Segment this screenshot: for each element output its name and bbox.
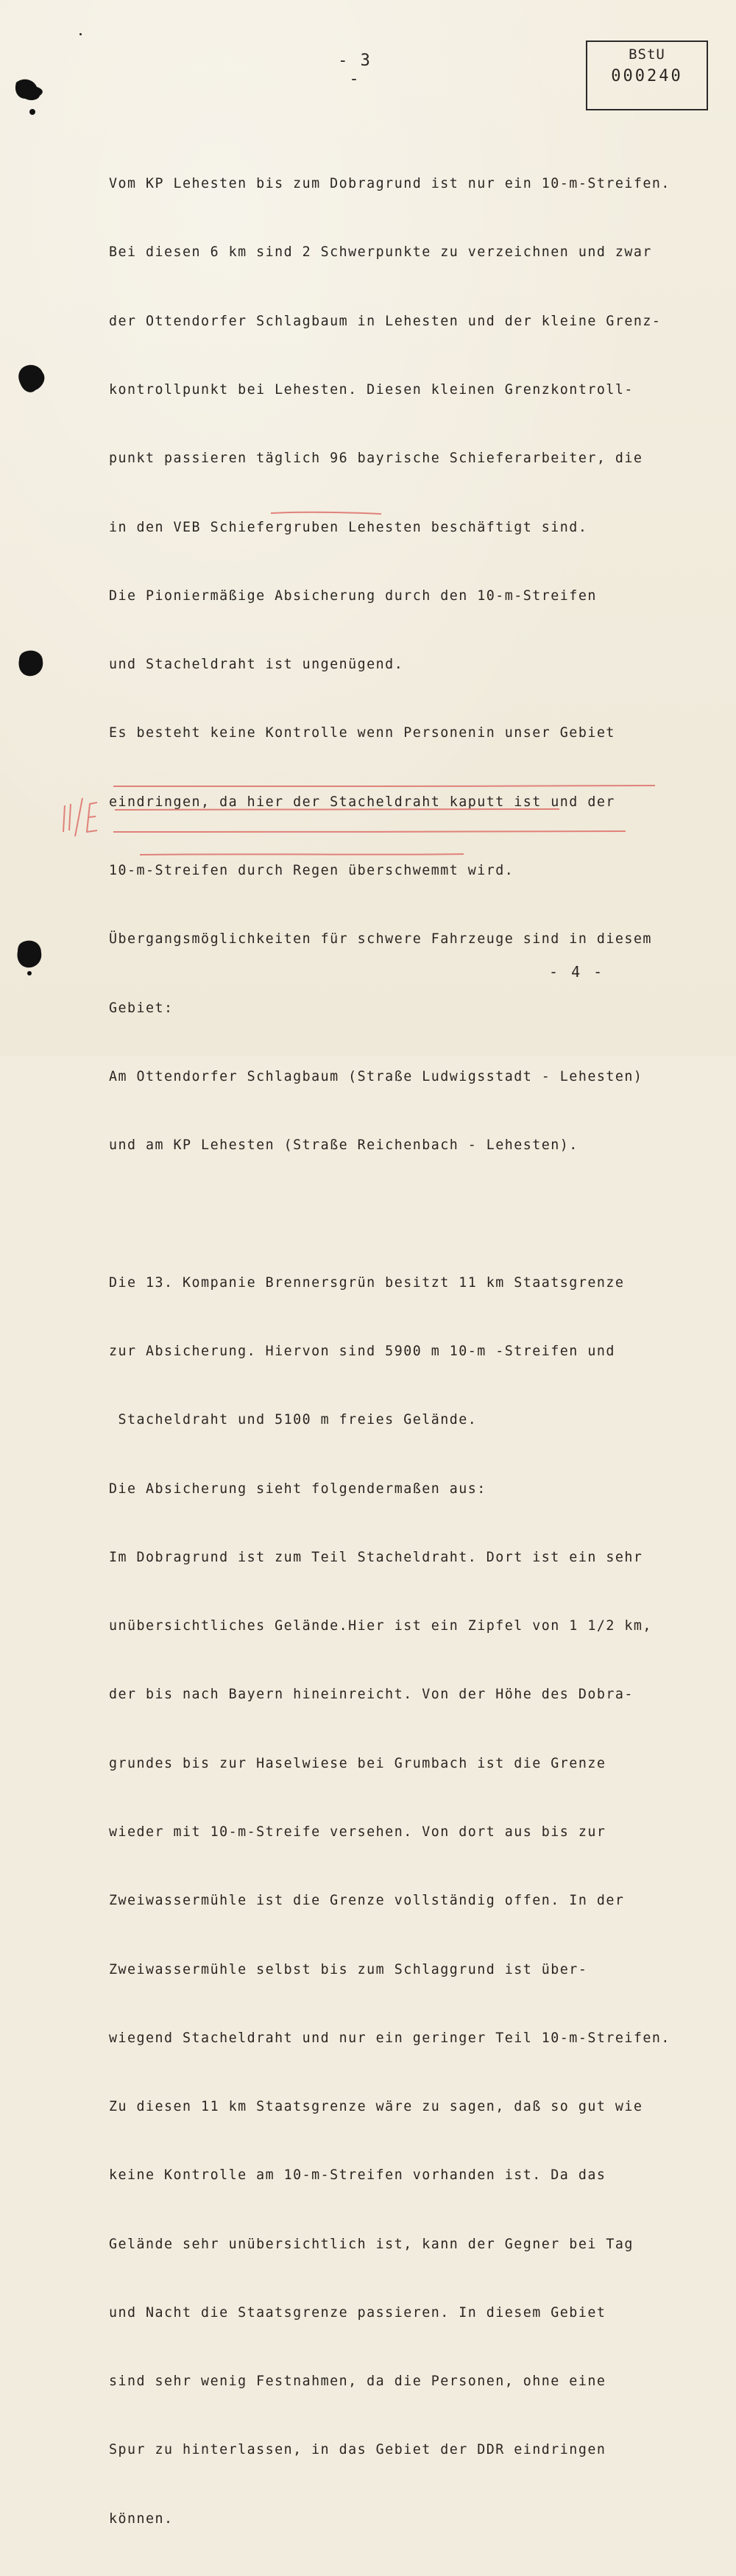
- text-line: zur Absicherung. Hiervon sind 5900 m 10-m -Streifen und: [109, 1343, 615, 1359]
- text-line: Übergangsmöglichkeiten für schwere Fahrzeuge sind in diesem: [109, 931, 652, 948]
- text-line: und Nacht die Staatsgrenze passieren. In diesem Gebiet: [109, 2304, 606, 2321]
- text-line: Vom KP Lehesten bis zum Dobragrund ist nur ein 10-m-Streifen.: [109, 176, 670, 192]
- text-line: sind sehr wenig Festnahmen, da die Personen, ohne eine: [109, 2374, 606, 2390]
- text-line: wiegend Stacheldraht und nur ein geringer Teil 10-m-Streifen.: [109, 2030, 670, 2046]
- text-line: in den VEB Schiefergruben Lehesten beschäftigt sind.: [109, 519, 588, 535]
- text-line: eindringen, da hier der Stacheldraht kaputt ist und der: [109, 794, 615, 810]
- punch-hole-icon: [16, 648, 49, 682]
- speck: [79, 33, 82, 35]
- text-line: grundes bis zur Haselwiese bei Grumbach ist die Grenze: [109, 1755, 606, 1771]
- text-line: unübersichtliches Gelände.Hier ist ein Zipfel von 1 1/2 km,: [109, 1618, 652, 1634]
- punch-hole-icon: [9, 74, 53, 118]
- body-text: [109, 127, 698, 2576]
- text-line: keine Kontrolle am 10-m-Streifen vorhanden ist. Da das: [109, 2167, 606, 2184]
- text-line: und Stacheldraht ist ungenügend.: [109, 657, 404, 673]
- text-line: Zweiwassermühle ist die Grenze vollständig offen. In der: [109, 1893, 625, 1909]
- margin-annotation-mark: [59, 795, 110, 839]
- text-line: Spur zu hinterlassen, in das Gebiet der DDR eindringen: [109, 2442, 606, 2458]
- text-line: und am KP Lehesten (Straße Reichenbach - Lehesten).: [109, 1137, 578, 1154]
- text-line: der bis nach Bayern hineinreicht. Von der Höhe des Dobra-: [109, 1687, 634, 1703]
- text-line: Es besteht keine Kontrolle wenn Personenin unser Gebiet: [109, 725, 615, 741]
- punch-hole-icon: [13, 936, 50, 978]
- text-line: der Ottendorfer Schlagbaum in Lehesten und der kleine Grenz-: [109, 313, 662, 329]
- text-line: Im Dobragrund ist zum Teil Stacheldraht. Dort ist ein sehr: [109, 1549, 643, 1565]
- text-line: kontrollpunkt bei Lehesten. Diesen kleinen Grenzkontroll-: [109, 382, 634, 398]
- page-number-bottom: - 4 -: [549, 963, 605, 981]
- red-underline-marks: [110, 497, 699, 865]
- text-line: können.: [109, 2510, 174, 2527]
- paragraph-gap: [109, 1202, 698, 1225]
- text-line: Die Absicherung sieht folgendermaßen aus:: [109, 1481, 486, 1497]
- punch-hole-icon: [16, 362, 49, 399]
- text-line: Am Ottendorfer Schlagbaum (Straße Ludwigsstadt - Lehesten): [109, 1068, 643, 1084]
- text-line: wieder mit 10-m-Streife versehen. Von dort aus bis zur: [109, 1824, 606, 1840]
- archive-stamp-number: 000240: [611, 67, 683, 85]
- text-line: punkt passieren täglich 96 bayrische Schieferarbeiter, die: [109, 451, 643, 467]
- text-line: 10-m-Streifen durch Regen überschwemmt wird.: [109, 863, 514, 878]
- text-line: Stacheldraht und 5100 m freies Gelände.: [109, 1412, 478, 1428]
- text-line: Gebiet:: [109, 1000, 174, 1016]
- archive-stamp-institution: BStU: [629, 46, 665, 63]
- text-line: Zu diesen 11 km Staatsgrenze wäre zu sagen, daß so gut wie: [109, 2099, 643, 2115]
- text-line: Die 13. Kompanie Brennersgrün besitzt 11 km Staatsgrenze: [109, 1274, 625, 1291]
- archive-stamp: [586, 40, 708, 110]
- text-line: Gelände sehr unübersichtlich ist, kann der Gegner bei Tag: [109, 2236, 634, 2252]
- text-line: Die Pioniermäßige Absicherung durch den 10-m-Streifen: [109, 587, 597, 604]
- page-number-top: - 3 -: [338, 52, 372, 88]
- text-line: Zweiwassermühle selbst bis zum Schlaggrund ist über-: [109, 1961, 588, 1977]
- text-line: Bei diesen 6 km sind 2 Schwerpunkte zu verzeichnen und zwar: [109, 244, 652, 261]
